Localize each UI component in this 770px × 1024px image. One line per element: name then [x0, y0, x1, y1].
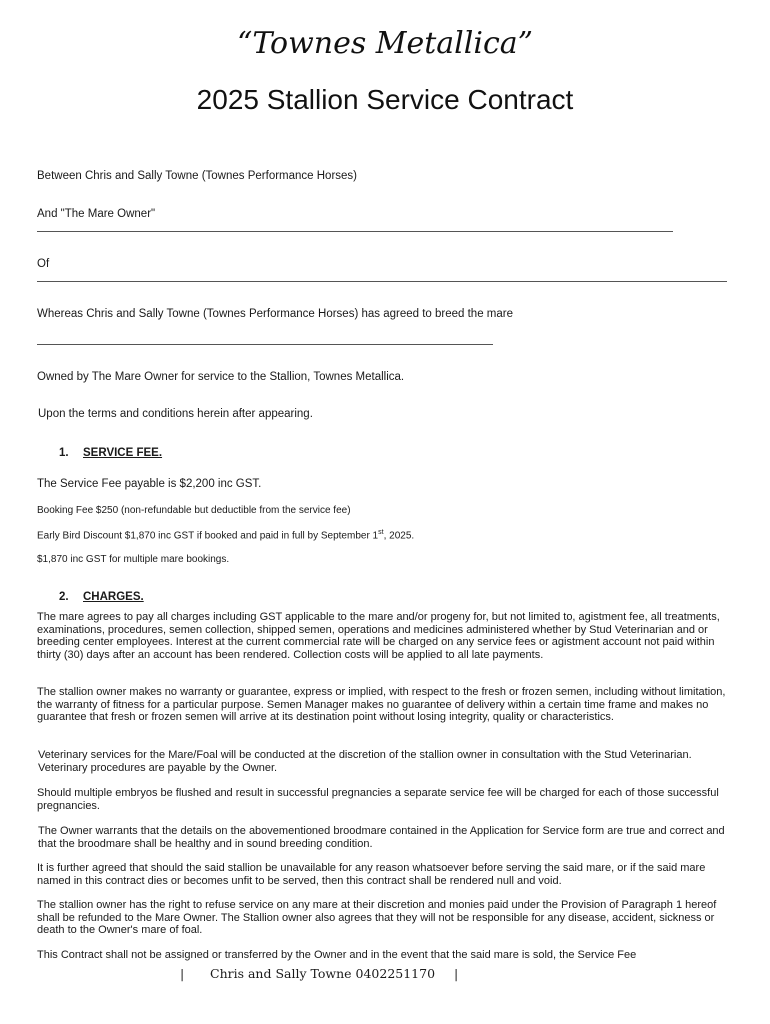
address-blank-line	[37, 281, 727, 282]
owned-by-line: Owned by The Mare Owner for service to the Stallion, Townes Metallica.	[37, 371, 405, 383]
charges-paragraph-1: The mare agrees to pay all charges including GST applicable to the mare and/or progeny for, but not limited to, agistment fee, all treatments, examinations, procedures, semen collection, shipped semen, operations and medicines administered whether by Stud Veterinarian and or breeding center employees. Interest at the current commercial rate will be charged on any service fees or agistment account not paid within thirty (30) days after an account has been rendered. Collection costs will be applied to all late payments.	[37, 611, 720, 661]
service-fee-amount: The Service Fee payable is $2,200 inc GST.	[37, 478, 262, 490]
ordinal-suffix: st	[378, 529, 384, 536]
footer-separator-left: |	[180, 966, 185, 981]
mare-owner-blank-line	[37, 231, 673, 232]
footer-contact: Chris and Sally Towne 0402251170	[210, 966, 436, 981]
mare-owner-label: And "The Mare Owner"	[37, 208, 156, 220]
whereas-line: Whereas Chris and Sally Towne (Townes Performance Horses) has agreed to breed the mare	[37, 308, 513, 320]
veterinary-paragraph: Veterinary services for the Mare/Foal will be conducted at the discretion of the stallion owner in consultation with the Stud Veterinarian. Veterinary procedures are payable by the Owner.	[38, 749, 692, 774]
embryos-paragraph: Should multiple embryos be flushed and result in successful pregnancies a separate service fee will be charged for each of those successful pregnancies.	[37, 787, 719, 812]
stallion-unavailable-paragraph: It is further agreed that should the said stallion be unavailable for any reason whatsoever before serving the said mare, or if the said mare named in this contract dies or becomes unfit to be served, then this contract shall be rendered null and void.	[37, 862, 706, 887]
multiple-mare-line: $1,870 inc GST for multiple mare bookings.	[37, 554, 230, 565]
section-title: SERVICE FEE.	[83, 447, 163, 459]
footer-separator-right: |	[454, 966, 459, 981]
section-number: 2.	[59, 591, 69, 603]
warranty-paragraph: The stallion owner makes no warranty or guarantee, express or implied, with respect to the fresh or frozen semen, including without limitation, the warranty of fitness for a particular purpose. Semen Manager makes no guarantee of delivery within a certain time frame and makes no guarantee that fresh or frozen semen will arrive at its destination point without losing integrity, quality or characteristics.	[37, 686, 726, 724]
early-bird-line	[37, 529, 414, 541]
section-number: 1.	[59, 447, 69, 459]
early-bird-year: , 2025.	[383, 530, 415, 542]
refuse-service-paragraph: The stallion owner has the right to refuse service on any mare at their discretion and monies paid under the Provision of Paragraph 1 hereof shall be refunded to the Mare Owner. The Stallion owner also agrees that they will not be responsible for any disease, accident, sickness or death to the Owner's mare of foal.	[37, 899, 717, 937]
of-label: Of	[37, 258, 50, 270]
early-bird-text: Early Bird Discount $1,870 inc GST if booked and paid in full by September 1	[37, 530, 379, 542]
owner-warrants-paragraph: The Owner warrants that the details on the abovementioned broodmare contained in the Application for Service form are true and correct and that the broodmare shall be healthy and in sound breeding condition.	[38, 825, 725, 850]
contract-title: 2025 Stallion Service Contract	[196, 84, 574, 115]
upon-terms-line: Upon the terms and conditions herein after appearing.	[38, 408, 313, 420]
mare-name-blank-line	[37, 344, 493, 345]
section-title: CHARGES.	[83, 591, 144, 603]
booking-fee-line: Booking Fee $250 (non-refundable but deductible from the service fee)	[37, 505, 351, 516]
stallion-name-title: “Townes Metallica”	[237, 26, 533, 61]
assignment-paragraph: This Contract shall not be assigned or transferred by the Owner and in the event that the said mare is sold, the Service Fee	[37, 949, 637, 961]
between-parties-line: Between Chris and Sally Towne (Townes Performance Horses)	[37, 170, 358, 182]
